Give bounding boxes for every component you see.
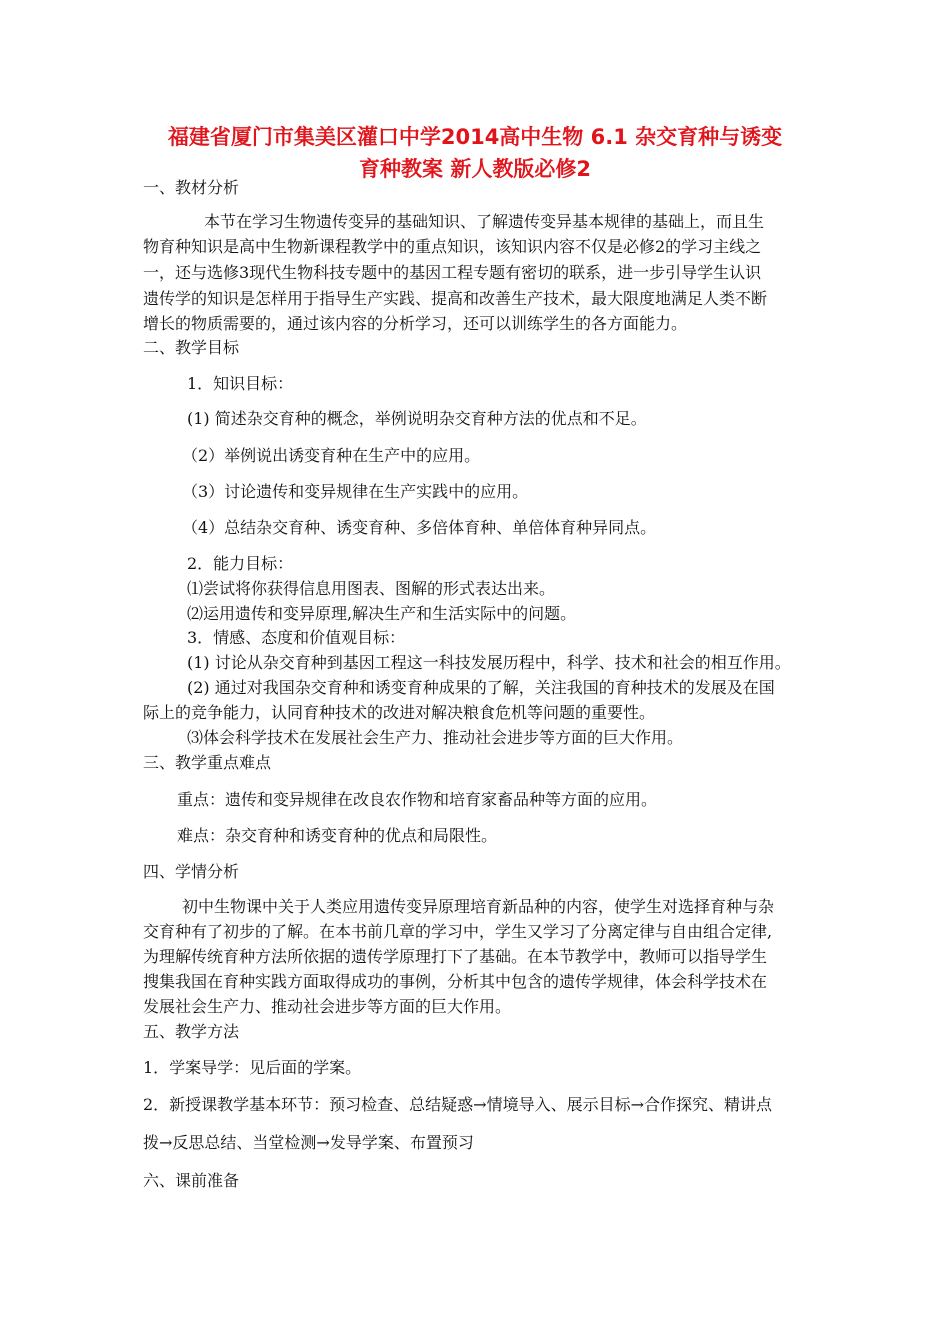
section-heading-3: 三、教学重点难点 [143, 753, 272, 772]
list-item: ⑵运用遗传和变异原理,解决生产和生活实际中的问题。 [187, 604, 577, 623]
paragraph-line: 搜集我国在育种实践方面取得成功的事例，分析其中包含的遗传学规律，体会科学技术在 [143, 972, 768, 991]
list-item: ⑶体会科学技术在发展社会生产力、推动社会进步等方面的巨大作用。 [187, 728, 684, 747]
doc-title-line-1: 福建省厦门市集美区灌口中学2014高中生物 6.1 杂交育种与诱变 [167, 125, 783, 149]
list-item: （4）总结杂交育种、诱变育种、多倍体育种、单倍体育种异同点。 [182, 518, 657, 537]
difficult-point: 难点：杂交育种和诱变育种的优点和局限性。 [177, 826, 498, 845]
list-item: ⑴尝试将你获得信息用图表、图解的形式表达出来。 [187, 579, 556, 598]
doc-title-line-2: 育种教案 新人教版必修2 [359, 157, 591, 181]
paragraph-line: 发展社会生产力、推动社会进步等方面的巨大作用。 [143, 997, 512, 1016]
method-item-continuation: 拨→反思总结、当堂检测→发导学案、布置预习 [143, 1133, 474, 1152]
paragraph-line: 交育种有了初步的了解。在本书前几章的学习中，学生又学习了分离定律与自由组合定律, [143, 922, 773, 941]
paragraph-line: 初中生物课中关于人类应用遗传变异原理培育新品种的内容，使学生对选择育种与杂 [182, 897, 775, 916]
list-item: (1) 简述杂交育种的概念，举例说明杂交育种方法的优点和不足。 [187, 409, 647, 428]
list-item: （2）举例说出诱变育种在生产中的应用。 [182, 446, 481, 465]
method-item: 2．新授课教学基本环节：预习检查、总结疑惑→情境导入、展示目标→合作探究、精讲点 [143, 1095, 772, 1114]
section-heading-1: 一、教材分析 [143, 178, 240, 197]
paragraph-line: 遗传学的知识是怎样用于指导生产实践、提高和改善生产技术，最大限度地满足人类不断 [143, 289, 768, 308]
key-point: 重点：遗传和变异规律在改良农作物和培育家畜品种等方面的应用。 [177, 790, 658, 809]
section-heading-2: 二、教学目标 [143, 338, 240, 357]
paragraph-line: 为理解传统育种方法所依据的遗传学原理打下了基础。在本节教学中，教师可以指导学生 [143, 947, 768, 966]
list-item: (1) 讨论从杂交育种到基因工程这一科技发展历程中，科学、技术和社会的相互作用。 [187, 653, 791, 672]
subheading-ability: 2．能力目标： [187, 554, 294, 573]
list-item-continuation: 际上的竞争能力，认同育种技术的改进对解决粮食危机等问题的重要性。 [143, 703, 656, 722]
section-heading-5: 五、教学方法 [143, 1022, 240, 1041]
paragraph-line: 增长的物质需要的，通过该内容的分析学习，还可以训练学生的各方面能力。 [143, 314, 688, 333]
paragraph-line: 本节在学习生物遗传变异的基础知识、了解遗传变异基本规律的基础上，而且生 [204, 212, 765, 231]
list-item: (2) 通过对我国杂交育种和诱变育种成果的了解，关注我国的育种技术的发展及在国 [187, 678, 775, 697]
list-item: （3）讨论遗传和变异规律在生产实践中的应用。 [182, 482, 529, 501]
section-heading-4: 四、学情分析 [143, 862, 240, 881]
paragraph-line: 一，还与选修3现代生物科技专题中的基因工程专题有密切的联系，进一步引导学生认识 [143, 263, 762, 282]
paragraph-line: 物育种知识是高中生物新课程教学中的重点知识，该知识内容不仅是必修2的学习主线之 [143, 237, 762, 256]
subheading-knowledge: 1．知识目标： [187, 374, 294, 393]
section-heading-6: 六、课前准备 [143, 1171, 240, 1190]
subheading-emotion: 3．情感、态度和价值观目标： [187, 628, 406, 647]
method-item: 1．学案导学：见后面的学案。 [143, 1058, 362, 1077]
